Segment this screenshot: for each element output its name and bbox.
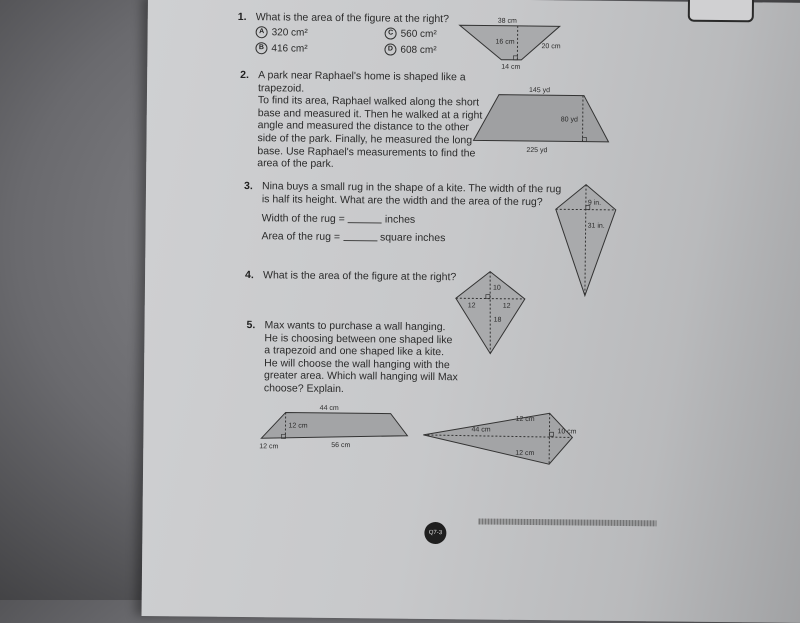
q5-line: choose? Explain.	[264, 382, 474, 397]
q1-choice-c[interactable]	[385, 27, 437, 40]
q3-width-row	[262, 212, 416, 226]
q2-label-top: 145 yd	[529, 87, 550, 94]
q5-trap-label-height: 12 cm	[288, 422, 307, 429]
q5-text	[264, 319, 475, 397]
q1-label-height: 16 cm	[495, 39, 514, 46]
worksheet-page	[142, 0, 800, 623]
q1-label-top: 38 cm	[498, 18, 517, 25]
q2-line: area of the park.	[257, 157, 497, 172]
q2-line: base and measured it. Then he walked at a right	[258, 107, 498, 122]
q2-line: base. Use Raphael's measurements to find the	[257, 145, 497, 160]
q2-number: 2.	[240, 69, 249, 81]
q2-label-bottom: 225 yd	[526, 147, 547, 154]
q1-number: 1.	[238, 11, 247, 23]
q3-line: Nina buys a small rug in the shape of a kite. The width of the rug	[262, 180, 562, 196]
q3-label-top: 9 in.	[588, 200, 601, 207]
q2-label-height: 80 yd	[561, 116, 578, 123]
q2-line: side of the park. Finally, he measured the long	[257, 132, 497, 147]
choice-value-c: 560 cm²	[401, 28, 437, 39]
q5-kite-label-left: 44 cm	[471, 426, 490, 433]
q3-width-unit: inches	[385, 213, 415, 226]
q2-line: angle and measured the distance to the other	[258, 120, 498, 135]
choice-value-a: 320 cm²	[272, 27, 308, 38]
page-corner-box	[688, 0, 754, 22]
q3-width-label: Width of the rug =	[262, 212, 345, 225]
q5-line: a trapezoid and one shaped like a kite.	[264, 344, 474, 359]
q4-label-left: 12	[468, 302, 476, 309]
choice-bubble-a: A	[256, 26, 268, 38]
q1-choice-a[interactable]	[256, 26, 308, 39]
q5-kite-figure	[419, 407, 578, 471]
q5-trap-label-bottom: 56 cm	[331, 442, 350, 449]
q4-label-bottom: 18	[494, 317, 502, 324]
q5-kite-label-bottom: 12 cm	[515, 450, 534, 457]
q5-trap-label-offset: 12 cm	[259, 443, 278, 450]
q1-choice-d[interactable]	[384, 43, 436, 56]
q2-text	[257, 69, 498, 172]
choice-bubble-c: C	[385, 27, 397, 39]
q5-line: He will choose the wall hanging with the	[264, 357, 474, 372]
q3-width-blank[interactable]	[348, 213, 382, 223]
choice-value-d: 608 cm²	[400, 44, 436, 55]
choice-bubble-d: D	[384, 43, 396, 55]
page-code-badge: Q7-3	[424, 522, 446, 544]
q2-trapezoid-figure	[468, 83, 619, 157]
q2-line: To find its area, Raphael walked along the short	[258, 94, 498, 109]
q5-kite-label-right: 10 cm	[557, 428, 576, 435]
q3-kite-figure	[547, 182, 620, 301]
q2-line: A park near Raphael's home is shaped like a trapezoid.	[258, 69, 498, 97]
footer-copyright-text	[478, 518, 656, 526]
q4-number: 4.	[245, 269, 254, 281]
q5-number: 5.	[246, 319, 255, 331]
q4-label-top: 10	[493, 285, 501, 292]
q3-area-blank[interactable]	[343, 231, 377, 241]
q5-kite-label-top: 12 cm	[516, 416, 535, 423]
q5-trap-label-top: 44 cm	[320, 405, 339, 412]
q1-label-bottom: 14 cm	[501, 64, 520, 71]
q3-line: is half its height. What are the width and the area of the rug?	[262, 193, 562, 209]
q5-line: greater area. Which wall hanging will Max	[264, 370, 474, 385]
q3-label-bottom: 31 in.	[588, 223, 605, 230]
q4-label-right: 12	[503, 303, 511, 310]
choice-bubble-b: B	[255, 42, 267, 54]
q3-area-label: Area of the rug =	[261, 230, 340, 243]
q3-area-row	[261, 230, 445, 245]
q1-text: What is the area of the figure at the right?	[256, 11, 449, 26]
q3-text	[262, 180, 562, 208]
choice-value-b: 416 cm²	[271, 43, 307, 54]
q5-trapezoid-figure	[255, 401, 416, 453]
q5-line: Max wants to purchase a wall hanging.	[264, 319, 474, 334]
q5-line: He is choosing between one shaped like	[264, 332, 474, 347]
q3-number: 3.	[244, 180, 253, 192]
q1-trapezoid-figure	[449, 15, 570, 72]
q1-choice-b[interactable]	[255, 42, 307, 55]
q1-label-side: 20 cm	[541, 43, 560, 50]
q3-area-unit: square inches	[380, 231, 446, 244]
q4-text: What is the area of the figure at the right?	[263, 269, 456, 284]
